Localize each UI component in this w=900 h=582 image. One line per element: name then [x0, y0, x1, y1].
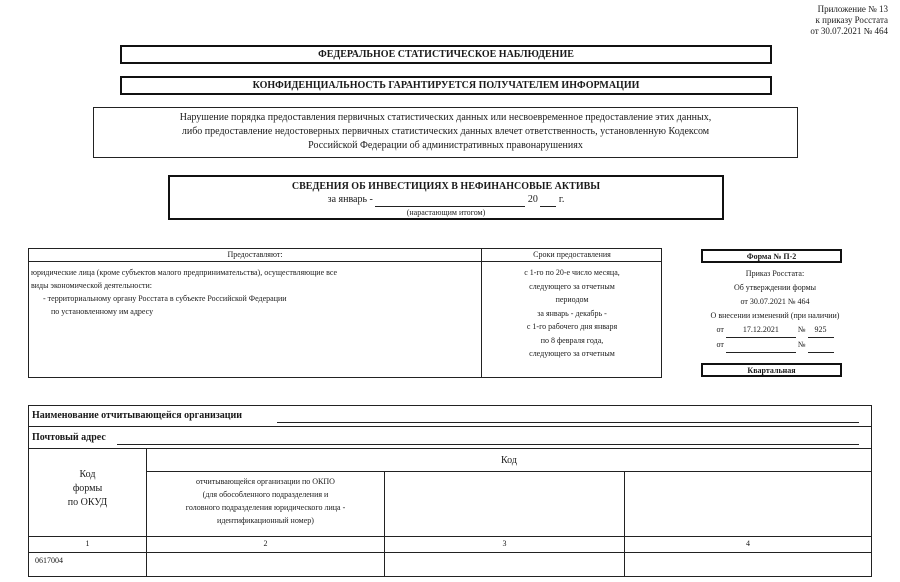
col-okpo-header: [147, 475, 384, 527]
col-num-4: 4: [746, 539, 750, 548]
when-line3: периодом: [555, 295, 589, 304]
submitters-when: [482, 266, 662, 361]
num-label-2: №: [797, 340, 806, 349]
when-line6: по 8 февраля года,: [540, 335, 604, 345]
submitters-who: [31, 266, 479, 318]
submitters-header-when: Сроки предоставления: [533, 250, 611, 259]
form-order-block: [680, 267, 870, 353]
from-label-1: от: [716, 325, 724, 334]
appendix-line3: от 30.07.2021 № 464: [810, 26, 888, 36]
order-change-row1: [680, 323, 870, 338]
okud-line1: Код: [79, 469, 96, 480]
submitters-header-who: Предоставляют:: [227, 250, 283, 259]
okpo-value-cell[interactable]: [147, 553, 384, 577]
period-prefix: за январь -: [327, 194, 373, 205]
warning-box: [93, 107, 798, 158]
who-line1: юридические лица (кроме субъектов малого предпринимательства), осуществляющие все: [31, 268, 338, 277]
who-line2: виды экономической деятельности:: [31, 281, 152, 290]
col-num-3: 3: [502, 539, 507, 548]
warning-line1: Нарушение порядка предоставления первичных статистических данных или несвоевременное предоставление этих данных,: [179, 112, 712, 123]
form-title-box: [701, 249, 842, 263]
when-line2: следующего за отчетным: [529, 281, 615, 291]
org-name-label: Наименование отчитывающейся организации: [32, 410, 243, 421]
year-prefix: 20: [527, 194, 538, 205]
periodicity: Квартальная: [747, 366, 796, 375]
okud-line3: по ОКУД: [67, 497, 108, 508]
change-num-1[interactable]: 925: [808, 323, 834, 338]
appendix-block: [810, 4, 888, 37]
appendix-line1: Приложение № 13: [817, 4, 888, 14]
order-line2: Об утверждении формы: [733, 283, 817, 292]
col-okud-header: [29, 468, 146, 510]
okud-line2: формы: [72, 483, 103, 494]
confidentiality-box: [120, 76, 772, 95]
identification-table: [28, 405, 872, 577]
periodicity-box: [701, 363, 842, 377]
year-blank[interactable]: [540, 194, 556, 207]
okud-value: 0617004: [35, 556, 63, 565]
order-change-row2: [680, 338, 870, 353]
okpo-line2: (для обособленного подразделения и: [202, 490, 329, 499]
report-title: СВЕДЕНИЯ ОБ ИНВЕСТИЦИЯХ В НЕФИНАНСОВЫЕ АКТИВЫ: [291, 181, 601, 192]
num-label-1: №: [797, 325, 806, 334]
code-4-value-cell[interactable]: [625, 553, 871, 577]
warning-line2: либо предоставление недостоверных первичных статистических данных влечет ответственность, установленную Кодексом: [181, 126, 710, 137]
federal-title-box: [120, 45, 772, 64]
order-line3: от 30.07.2021 № 464: [740, 297, 810, 306]
when-line4: за январь - декабрь -: [537, 308, 607, 318]
org-name-field[interactable]: [277, 422, 859, 423]
period-caption: (нарастающим итогом): [406, 208, 486, 217]
who-line4: по установленному им адресу: [51, 307, 154, 316]
confidentiality-text: КОНФИДЕНЦИАЛЬНОСТЬ ГАРАНТИРУЕТСЯ ПОЛУЧАТЕЛЕМ ИНФОРМАЦИИ: [252, 80, 640, 91]
okpo-line4: идентификационный номер): [217, 516, 314, 525]
submitters-table: [28, 248, 662, 378]
report-period: [170, 194, 722, 207]
order-line1: Приказ Росстата:: [745, 269, 805, 278]
okpo-line3: головного подразделения юридического лица -: [185, 503, 346, 512]
postal-label: Почтовый адрес: [32, 432, 106, 443]
warning-line3: Российской Федерации об административных правонарушениях: [308, 140, 583, 151]
code-3-value-cell[interactable]: [385, 553, 624, 577]
form-title: Форма № П-2: [746, 252, 797, 261]
from-label-2: от: [716, 340, 724, 349]
when-line1: с 1-го по 20-е число месяца,: [524, 268, 620, 277]
postal-field[interactable]: [117, 444, 859, 445]
change-num-2[interactable]: [808, 338, 834, 353]
okpo-line1: отчитывающейся организации по ОКПО: [196, 477, 335, 486]
who-line3: - территориальному органу Росстата в субъекте Российской Федерации: [43, 294, 287, 303]
code-header: Код: [501, 455, 517, 466]
order-line4: О внесении изменений (при наличии): [710, 311, 840, 320]
report-title-box: [168, 175, 724, 220]
period-blank[interactable]: [375, 194, 525, 207]
when-line7: следующего за отчетным: [529, 349, 615, 358]
federal-title: ФЕДЕРАЛЬНОЕ СТАТИСТИЧЕСКОЕ НАБЛЮДЕНИЕ: [318, 49, 574, 60]
change-date-1[interactable]: 17.12.2021: [726, 323, 796, 338]
year-suffix: г.: [558, 194, 565, 205]
col-num-1: 1: [85, 539, 90, 548]
change-date-2[interactable]: [726, 338, 796, 353]
when-line5: с 1-го рабочего дня января: [526, 322, 618, 331]
appendix-line2: к приказу Росстата: [815, 15, 888, 25]
col-num-2: 2: [263, 539, 268, 548]
